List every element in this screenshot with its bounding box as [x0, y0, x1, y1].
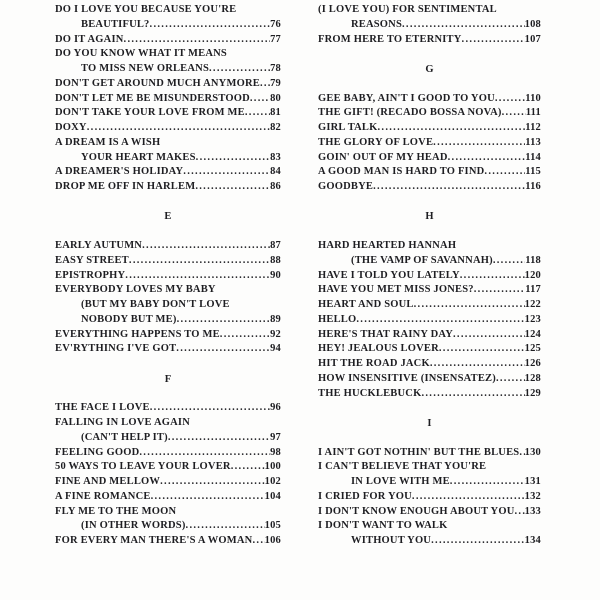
- song-title: THE HUCKLEBUCK: [318, 387, 422, 399]
- index-entry-line: [318, 446, 541, 461]
- index-entry-line: [55, 342, 281, 357]
- song-title: EARLY AUTUMN: [55, 240, 143, 251]
- section-letter: F: [164, 373, 172, 385]
- page-number: 84: [270, 166, 281, 178]
- dot-leader: [430, 357, 525, 372]
- dot-leader: [125, 269, 270, 284]
- page-number: 110: [525, 92, 541, 104]
- index-entry-line: [318, 387, 541, 402]
- index-entry-line: [55, 431, 281, 446]
- page-number: 82: [270, 122, 281, 133]
- index-entry-line: [318, 534, 541, 549]
- index-entry-line: [318, 313, 541, 328]
- index-entry-line: [55, 475, 281, 490]
- index-entry-line: [318, 33, 541, 48]
- dot-leader: [421, 387, 524, 402]
- page-number: 87: [270, 240, 281, 251]
- dot-leader: [460, 269, 525, 284]
- index-entry-line: [318, 475, 541, 490]
- index-entry-line: [318, 151, 541, 166]
- dot-leader: [453, 328, 525, 343]
- song-title: EVERYTHING HAPPENS TO ME: [55, 328, 220, 340]
- song-title: THE GIFT! (RECADO BOSSA NOVA): [318, 107, 502, 119]
- song-title: GIRL TALK: [318, 122, 378, 133]
- song-title: (THE VAMP OF SAVANNAH): [351, 254, 493, 266]
- page-number: 123: [524, 313, 541, 325]
- dot-leader: [142, 239, 270, 254]
- dot-leader: [186, 519, 265, 534]
- song-title: HAVE I TOLD YOU LATELY: [318, 269, 460, 281]
- section-letter: E: [164, 211, 172, 223]
- section-header-e: [55, 195, 281, 239]
- section-header-h: [318, 195, 541, 239]
- index-entry-line: [55, 47, 281, 62]
- dot-leader: [515, 505, 525, 520]
- index-entry-line: [55, 3, 281, 18]
- index-entry-line: [318, 519, 541, 534]
- song-title: FINE AND MELLOW: [55, 476, 161, 487]
- page-number: 104: [264, 490, 281, 502]
- dot-leader: [139, 446, 270, 461]
- song-title: A DREAM IS A WISH: [55, 136, 161, 148]
- index-entry-line: [55, 18, 281, 33]
- song-title: (CAN'T HELP IT): [81, 431, 168, 443]
- index-entry-line: [55, 254, 281, 269]
- song-title: EPISTROPHY: [55, 269, 126, 281]
- dot-leader: [450, 475, 525, 490]
- page-number: 98: [270, 446, 281, 458]
- dot-leader: [373, 180, 525, 195]
- song-title: NOBODY BUT ME): [81, 313, 177, 325]
- dot-leader: [245, 106, 270, 121]
- index-entry-line: [318, 505, 541, 520]
- dot-leader: [433, 136, 525, 151]
- section-letter: G: [425, 63, 434, 75]
- song-title: GOODBYE: [318, 181, 374, 192]
- song-title: HERE'S THAT RAINY DAY: [318, 328, 453, 340]
- index-entry-line: [55, 239, 281, 254]
- page-number: 90: [270, 269, 281, 281]
- song-title: (IN OTHER WORDS): [81, 520, 186, 532]
- dot-leader: [502, 106, 526, 121]
- song-title: I CAN'T BELIEVE THAT YOU'RE: [318, 461, 487, 473]
- page-number: 76: [270, 18, 281, 30]
- dot-leader: [150, 401, 270, 416]
- page-number: 105: [264, 520, 281, 532]
- dot-leader: [260, 77, 270, 92]
- song-title: HAVE YOU MET MISS JONES?: [318, 284, 474, 296]
- dot-leader: [356, 313, 524, 328]
- song-title: I DON'T WANT TO WALK: [318, 520, 448, 532]
- song-title: FROM HERE TO ETERNITY: [318, 33, 462, 45]
- dot-leader: [196, 151, 270, 166]
- song-title: HELLO: [318, 313, 357, 325]
- song-title: WITHOUT YOU: [351, 535, 432, 546]
- song-title: 50 WAYS TO LEAVE YOUR LOVER: [55, 461, 231, 473]
- index-entry-line: [318, 3, 541, 18]
- page-number: 77: [270, 33, 281, 45]
- page-number: 126: [524, 358, 541, 369]
- song-title: EV'RYTHING I'VE GOT: [55, 343, 177, 355]
- index-entry-line: [318, 342, 541, 357]
- section-header-g: [318, 47, 541, 91]
- index-entry-line: [55, 505, 281, 520]
- song-title: A GOOD MAN IS HARD TO FIND: [318, 166, 485, 178]
- section-letter: I: [427, 417, 432, 429]
- page-number: 122: [524, 299, 541, 310]
- dot-leader: [496, 372, 525, 387]
- dot-leader: [87, 121, 270, 136]
- dot-leader: [439, 342, 525, 357]
- song-title: (I LOVE YOU) FOR SENTIMENTAL: [318, 4, 497, 15]
- dot-leader: [183, 165, 270, 180]
- song-title: HIT THE ROAD JACK: [318, 358, 430, 369]
- song-title: FOR EVERY MAN THERE'S A WOMAN: [55, 535, 253, 546]
- index-entry-line: [318, 18, 541, 33]
- song-title: DO I LOVE YOU BECAUSE YOU'RE: [55, 4, 237, 15]
- song-title: TO MISS NEW ORLEANS: [81, 63, 209, 74]
- song-title: FLY ME TO THE MOON: [55, 505, 177, 517]
- index-entry-line: [55, 519, 281, 534]
- index-entry-line: [318, 372, 541, 387]
- song-title: (BUT MY BABY DON'T LOVE: [81, 299, 230, 310]
- song-title: DO YOU KNOW WHAT IT MEANS: [55, 48, 227, 60]
- dot-leader: [495, 92, 525, 107]
- page-number: 133: [524, 505, 541, 517]
- dot-leader: [431, 534, 525, 549]
- index-column-left: [55, 3, 281, 549]
- song-title: BEAUTIFUL?: [81, 18, 150, 30]
- section-letter: H: [425, 211, 434, 223]
- page-number: 124: [524, 328, 541, 340]
- page-number: 128: [524, 372, 541, 384]
- index-entry-line: [55, 446, 281, 461]
- index-entry-line: [318, 357, 541, 372]
- page-number: 134: [524, 535, 541, 546]
- song-title: I DON'T KNOW ENOUGH ABOUT YOU: [318, 505, 515, 517]
- index-entry-line: [318, 460, 541, 475]
- song-title: DON'T TAKE YOUR LOVE FROM ME: [55, 107, 245, 119]
- song-title: HEY! JEALOUS LOVER: [318, 343, 439, 355]
- dot-leader: [177, 313, 271, 328]
- dot-leader: [151, 490, 265, 505]
- song-title: IN LOVE WITH ME: [351, 476, 450, 487]
- index-entry-line: [55, 77, 281, 92]
- index-entry-line: [55, 298, 281, 313]
- song-title: GEE BABY, AIN'T I GOOD TO YOU: [318, 92, 495, 104]
- index-entry-line: [55, 534, 281, 549]
- section-header-f: [55, 357, 281, 401]
- page-number: 97: [270, 431, 281, 443]
- dot-leader: [462, 33, 525, 48]
- page-number: 78: [270, 63, 281, 74]
- page-number: 112: [525, 122, 541, 133]
- index-entry-line: [318, 269, 541, 284]
- index-entry-line: [318, 121, 541, 136]
- song-title: HARD HEARTED HANNAH: [318, 240, 457, 251]
- song-title: DROP ME OFF IN HARLEM: [55, 181, 196, 192]
- page-number: 96: [270, 402, 281, 414]
- index-entry-line: [318, 180, 541, 195]
- index-entry-line: [55, 180, 281, 195]
- index-entry-line: [318, 106, 541, 121]
- page-number: 92: [270, 328, 281, 340]
- page-number: 107: [524, 33, 541, 45]
- page-number: 100: [264, 461, 281, 473]
- song-title: HOW INSENSITIVE (INSENSATEZ): [318, 372, 496, 384]
- song-title: GOIN' OUT OF MY HEAD: [318, 151, 448, 163]
- dot-leader: [209, 62, 270, 77]
- index-entry-line: [318, 136, 541, 151]
- page-number: 106: [264, 535, 281, 546]
- index-column-right: [318, 3, 541, 549]
- song-title: FEELING GOOD: [55, 446, 140, 458]
- page-number: 118: [525, 254, 541, 266]
- index-entry-line: [55, 328, 281, 343]
- song-title: A FINE ROMANCE: [55, 490, 151, 502]
- index-entry-line: [55, 460, 281, 475]
- song-title: YOUR HEART MAKES: [81, 151, 196, 163]
- dot-leader: [377, 121, 525, 136]
- dot-leader: [474, 283, 525, 298]
- dot-leader: [412, 490, 525, 505]
- page-number: 83: [270, 151, 281, 163]
- index-entry-line: [55, 490, 281, 505]
- index-entry-line: [55, 92, 281, 107]
- index-entry-line: [318, 283, 541, 298]
- page-number: 81: [270, 107, 281, 119]
- index-entry-line: [55, 401, 281, 416]
- dot-leader: [414, 298, 525, 313]
- song-title: DO IT AGAIN: [55, 33, 124, 45]
- index-entry-line: [55, 33, 281, 48]
- dot-leader: [402, 18, 525, 33]
- page-number: 79: [270, 77, 281, 89]
- index-entry-line: [318, 92, 541, 107]
- dot-leader: [168, 431, 270, 446]
- song-title: I AIN'T GOT NOTHIN' BUT THE BLUES: [318, 446, 520, 458]
- page-number: 117: [525, 284, 541, 296]
- dot-leader: [129, 254, 270, 269]
- song-title: THE FACE I LOVE: [55, 402, 150, 414]
- song-title: DOXY: [55, 122, 87, 133]
- dot-leader: [231, 460, 265, 475]
- page-number: 88: [270, 254, 281, 266]
- song-title: I CRIED FOR YOU: [318, 490, 412, 502]
- page-number: 131: [524, 476, 541, 487]
- song-title: EASY STREET: [55, 254, 129, 266]
- page-number: 89: [270, 313, 281, 325]
- song-title: THE GLORY OF LOVE: [318, 136, 434, 148]
- index-entry-line: [55, 62, 281, 77]
- page-number: 125: [524, 343, 541, 355]
- dot-leader: [195, 180, 270, 195]
- page-number: 132: [524, 490, 541, 502]
- page-number: 114: [525, 151, 541, 163]
- song-title: A DREAMER'S HOLIDAY: [55, 166, 184, 178]
- index-entry-line: [55, 165, 281, 180]
- dot-leader: [448, 151, 526, 166]
- page-number: 130: [524, 446, 541, 458]
- index-entry-line: [55, 106, 281, 121]
- page-number: 86: [270, 181, 281, 192]
- song-title: EVERYBODY LOVES MY BABY: [55, 284, 216, 296]
- page-number: 129: [524, 387, 541, 399]
- song-title: DON'T GET AROUND MUCH ANYMORE: [55, 77, 260, 89]
- page-number: 111: [525, 107, 541, 119]
- index-entry-line: [55, 269, 281, 284]
- index-entry-line: [55, 136, 281, 151]
- song-title: HEART AND SOUL: [318, 299, 414, 310]
- song-title: DON'T LET ME BE MISUNDERSTOOD: [55, 92, 250, 104]
- page-number: 80: [270, 92, 281, 104]
- dot-leader: [160, 475, 265, 490]
- page-number: 115: [525, 166, 541, 178]
- page-number: 94: [270, 343, 281, 355]
- dot-leader: [252, 534, 264, 549]
- dot-leader: [493, 254, 525, 269]
- dot-leader: [176, 342, 270, 357]
- dot-leader: [150, 18, 271, 33]
- index-entry-line: [55, 151, 281, 166]
- song-title: FALLING IN LOVE AGAIN: [55, 417, 190, 428]
- song-title: REASONS: [351, 18, 402, 30]
- index-entry-line: [55, 416, 281, 431]
- dot-leader: [484, 165, 525, 180]
- index-entry-line: [318, 298, 541, 313]
- index-entry-line: [318, 165, 541, 180]
- index-entry-line: [55, 313, 281, 328]
- page-number: 116: [525, 181, 541, 192]
- dot-leader: [250, 92, 270, 107]
- dot-leader: [124, 33, 271, 48]
- index-entry-line: [318, 490, 541, 505]
- page-number: 113: [525, 136, 541, 148]
- index-entry-line: [55, 283, 281, 298]
- page-number: 108: [524, 18, 541, 30]
- index-entry-line: [318, 239, 541, 254]
- page-number: 120: [524, 269, 541, 281]
- index-entry-line: [318, 254, 541, 269]
- page-number: 102: [264, 476, 281, 487]
- dot-leader: [220, 328, 270, 343]
- section-header-i: [318, 401, 541, 445]
- index-entry-line: [318, 328, 541, 343]
- index-entry-line: [55, 121, 281, 136]
